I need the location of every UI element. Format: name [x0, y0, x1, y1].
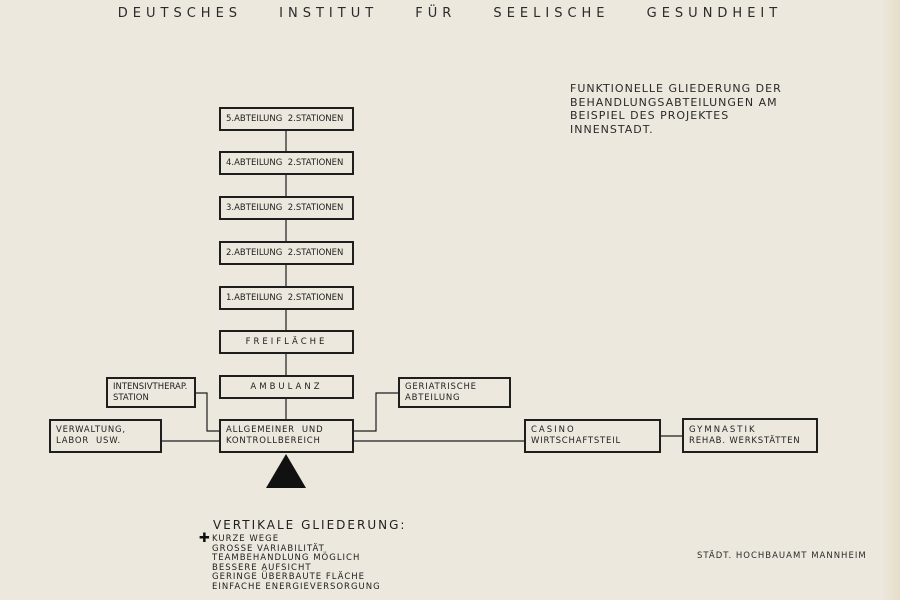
intensiv-connector: [196, 393, 221, 431]
abteilung-3-box: [219, 196, 354, 220]
caption-line: FUNKTIONELLE GLIEDERUNG DER: [570, 82, 782, 95]
geriatrie-line-1: GERIATRISCHE: [405, 381, 477, 392]
geriatrie-box: [398, 377, 511, 408]
triangle-icon: [266, 454, 306, 488]
abteilung-1-box: [219, 286, 354, 310]
casino-line-1: CASINO: [531, 425, 576, 435]
abteilung-5-box: [219, 107, 354, 131]
allgemein-box: [219, 419, 354, 453]
allgemein-line-1: ALLGEMEINER UND: [226, 425, 324, 435]
verwaltung-line-1: VERWALTUNG,: [56, 425, 126, 435]
abteilung-3-label: 3.ABTEILUNG 2.STATIONEN: [226, 202, 344, 213]
principle-item: GERINGE ÜBERBAUTE FLÄCHE: [212, 572, 366, 582]
abteilung-4-label: 4.ABTEILUNG 2.STATIONEN: [226, 157, 344, 168]
verwaltung-box: [49, 419, 162, 453]
abteilung-4-box: [219, 151, 354, 175]
intensiv-line-1: INTENSIVTHERAP.: [113, 381, 188, 392]
principle-item: BESSERE AUFSICHT: [212, 562, 312, 573]
intensiv-box: [106, 377, 196, 408]
principle-item: GROSSE VARIABILITÄT: [212, 543, 325, 554]
institute-title: DEUTSCHES INSTITUT FÜR SEELISCHE GESUNDHEIT: [117, 6, 783, 21]
intensiv-line-2: STATION: [113, 392, 149, 403]
geriatrie-connector: [353, 393, 398, 431]
freiflaeche-box: [219, 330, 354, 354]
principle-item: EINFACHE ENERGIEVERSORGUNG: [212, 581, 381, 592]
abteilung-1-label: 1.ABTEILUNG 2.STATIONEN: [226, 292, 344, 303]
principles-list: [212, 535, 381, 592]
abteilung-5-label: 5.ABTEILUNG 2.STATIONEN: [226, 113, 344, 124]
gymnastik-box: [682, 418, 818, 453]
abteilung-2-label: 2.ABTEILUNG 2.STATIONEN: [226, 247, 344, 258]
credit-line: STÄDT. HOCHBAUAMT MANNHEIM: [697, 551, 867, 561]
cross-icon: ✚: [199, 531, 210, 546]
principle-item: KURZE WEGE: [212, 534, 280, 544]
gymnastik-line-1: GYMNASTIK: [689, 424, 757, 435]
principle-item: TEAMBEHANDLUNG MÖGLICH: [212, 553, 361, 563]
geriatrie-line-2: ABTEILUNG: [405, 392, 461, 403]
allgemein-line-2: KONTROLLBEREICH: [226, 436, 321, 446]
casino-line-2: WIRTSCHAFTSTEIL: [531, 436, 622, 446]
freiflaeche-label: FREIFLÄCHE: [245, 336, 328, 347]
ambulanz-box: [219, 375, 354, 399]
caption-line: BEISPIEL DES PROJEKTES: [570, 109, 730, 122]
casino-box: [524, 419, 661, 453]
caption-line: BEHANDLUNGSABTEILUNGEN AM: [570, 95, 778, 109]
abteilung-2-box: [219, 241, 354, 265]
gymnastik-line-2: REHAB. WERKSTÄTTEN: [689, 435, 801, 446]
verwaltung-line-2: LABOR USW.: [56, 436, 121, 446]
caption-line: INNENSTADT.: [570, 122, 654, 136]
ambulanz-label: AMBULANZ: [250, 381, 323, 392]
principles-heading: VERTIKALE GLIEDERUNG:: [213, 518, 407, 532]
